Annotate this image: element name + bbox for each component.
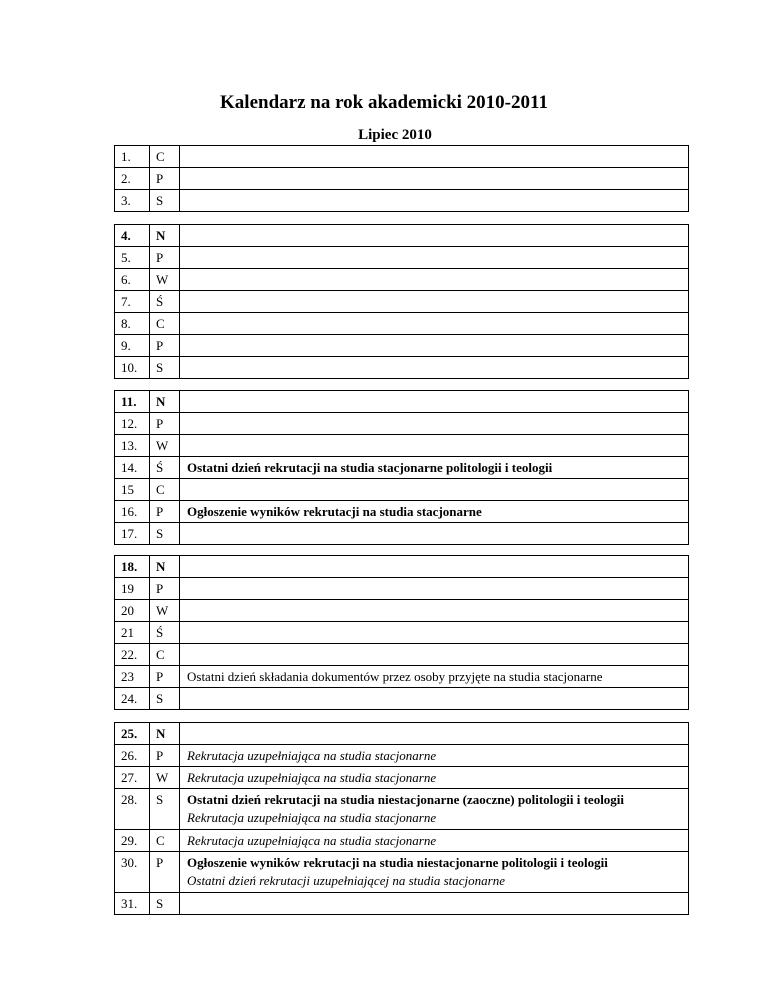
event-text: Rekrutacja uzupełniająca na studia stacjonarne	[187, 747, 437, 763]
event-text: Ogłoszenie wyników rekrutacji na studia stacjonarne	[187, 503, 482, 519]
weekday-letter: C	[150, 479, 180, 501]
day-number: 24.	[115, 688, 150, 710]
day-row	[115, 893, 689, 915]
event-cell	[180, 523, 689, 545]
day-number: 12.	[115, 413, 150, 435]
weekday-letter: N	[150, 225, 180, 247]
event-cell	[180, 168, 689, 190]
day-row	[115, 313, 689, 335]
day-number: 17.	[115, 523, 150, 545]
day-number: 13.	[115, 435, 150, 457]
day-number: 16.	[115, 501, 150, 523]
event-cell	[180, 479, 689, 501]
event-cell	[180, 247, 689, 269]
event-text: Ostatni dzień rekrutacji uzupełniającej na studia stacjonarne	[187, 873, 505, 888]
event-cell	[180, 391, 689, 413]
week-table-3	[114, 390, 689, 545]
weekday-letter: P	[150, 168, 180, 190]
event-cell	[180, 644, 689, 666]
event-cell	[180, 413, 689, 435]
day-number: 31.	[115, 893, 150, 915]
day-row	[115, 852, 689, 893]
day-row	[115, 644, 689, 666]
day-number: 20	[115, 600, 150, 622]
event-cell	[180, 830, 689, 852]
weekday-letter: S	[150, 789, 180, 830]
event-cell	[180, 313, 689, 335]
day-number: 25.	[115, 723, 150, 745]
event-cell	[180, 190, 689, 212]
day-number: 23	[115, 666, 150, 688]
day-row	[115, 767, 689, 789]
day-number: 11.	[115, 391, 150, 413]
weekday-letter: Ś	[150, 622, 180, 644]
weekday-letter: P	[150, 666, 180, 688]
day-row	[115, 168, 689, 190]
day-row	[115, 523, 689, 545]
day-row	[115, 556, 689, 578]
day-row	[115, 435, 689, 457]
week-table-1	[114, 145, 689, 212]
day-number: 2.	[115, 168, 150, 190]
weekday-letter: P	[150, 501, 180, 523]
event-cell	[180, 556, 689, 578]
day-number: 15	[115, 479, 150, 501]
event-cell	[180, 291, 689, 313]
event-cell	[180, 688, 689, 710]
day-row	[115, 745, 689, 767]
weekday-letter: P	[150, 852, 180, 893]
day-number: 4.	[115, 225, 150, 247]
weekday-letter: P	[150, 335, 180, 357]
weekday-letter: S	[150, 190, 180, 212]
weekday-letter: S	[150, 688, 180, 710]
weekday-letter: P	[150, 745, 180, 767]
day-number: 21	[115, 622, 150, 644]
month-heading: Lipiec 2010	[358, 127, 432, 143]
event-text: Rekrutacja uzupełniająca na studia stacjonarne	[187, 769, 437, 785]
weekday-letter: S	[150, 357, 180, 379]
day-row	[115, 190, 689, 212]
weekday-letter: W	[150, 269, 180, 291]
event-cell	[180, 723, 689, 745]
event-cell	[180, 335, 689, 357]
day-number: 9.	[115, 335, 150, 357]
event-cell	[180, 622, 689, 644]
day-row	[115, 413, 689, 435]
event-text: Ostatni dzień rekrutacji na studia niestacjonarne (zaoczne) politologii i teologii	[187, 792, 625, 807]
day-number: 30.	[115, 852, 150, 893]
event-cell	[180, 767, 689, 789]
weekday-letter: S	[150, 523, 180, 545]
weekday-letter: N	[150, 391, 180, 413]
day-row	[115, 247, 689, 269]
day-row	[115, 479, 689, 501]
day-number: 27.	[115, 767, 150, 789]
weekday-letter: N	[150, 723, 180, 745]
day-row	[115, 501, 689, 523]
weekday-letter: P	[150, 578, 180, 600]
weekday-letter: C	[150, 644, 180, 666]
day-number: 7.	[115, 291, 150, 313]
day-row	[115, 789, 689, 830]
day-row	[115, 146, 689, 168]
event-text: Ostatni dzień rekrutacji na studia stacjonarne politologii i teologii	[187, 459, 553, 475]
event-cell	[180, 269, 689, 291]
day-number: 18.	[115, 556, 150, 578]
day-row	[115, 622, 689, 644]
weekday-letter: W	[150, 435, 180, 457]
event-cell	[180, 600, 689, 622]
day-number: 5.	[115, 247, 150, 269]
weekday-letter: W	[150, 600, 180, 622]
day-number: 26.	[115, 745, 150, 767]
week-table-4	[114, 555, 689, 710]
event-cell	[180, 745, 689, 767]
week-table-5	[114, 722, 689, 915]
day-row	[115, 666, 689, 688]
day-number: 1.	[115, 146, 150, 168]
weekday-letter: C	[150, 830, 180, 852]
event-cell	[180, 435, 689, 457]
day-row	[115, 578, 689, 600]
event-text: Ogłoszenie wyników rekrutacji na studia niestacjonarne politologii i teologii	[187, 855, 608, 870]
event-cell	[180, 666, 689, 688]
event-cell	[180, 457, 689, 479]
day-row	[115, 830, 689, 852]
day-number: 14.	[115, 457, 150, 479]
event-cell	[180, 501, 689, 523]
weekday-letter: Ś	[150, 291, 180, 313]
event-cell	[180, 357, 689, 379]
day-number: 10.	[115, 357, 150, 379]
weekday-letter: C	[150, 146, 180, 168]
page-title: Kalendarz na rok akademicki 2010-2011	[220, 92, 548, 113]
event-cell	[180, 852, 689, 893]
day-row	[115, 357, 689, 379]
event-text: Ostatni dzień składania dokumentów przez osoby przyjęte na studia stacjonarne	[187, 668, 603, 684]
event-text: Rekrutacja uzupełniająca na studia stacjonarne	[187, 810, 437, 825]
event-text: Rekrutacja uzupełniająca na studia stacjonarne	[187, 832, 437, 848]
day-row	[115, 335, 689, 357]
weekday-letter: P	[150, 247, 180, 269]
event-cell	[180, 893, 689, 915]
day-number: 6.	[115, 269, 150, 291]
event-cell	[180, 146, 689, 168]
weekday-letter: S	[150, 893, 180, 915]
event-cell	[180, 789, 689, 830]
event-cell	[180, 578, 689, 600]
day-row	[115, 225, 689, 247]
event-cell	[180, 225, 689, 247]
day-number: 28.	[115, 789, 150, 830]
day-row	[115, 269, 689, 291]
day-row	[115, 600, 689, 622]
week-table-2	[114, 224, 689, 379]
day-number: 8.	[115, 313, 150, 335]
weekday-letter: N	[150, 556, 180, 578]
day-row	[115, 391, 689, 413]
weekday-letter: Ś	[150, 457, 180, 479]
day-number: 22.	[115, 644, 150, 666]
day-row	[115, 291, 689, 313]
day-number: 3.	[115, 190, 150, 212]
day-number: 29.	[115, 830, 150, 852]
day-row	[115, 688, 689, 710]
weekday-letter: P	[150, 413, 180, 435]
weekday-letter: C	[150, 313, 180, 335]
weekday-letter: W	[150, 767, 180, 789]
day-row	[115, 457, 689, 479]
day-number: 19	[115, 578, 150, 600]
day-row	[115, 723, 689, 745]
